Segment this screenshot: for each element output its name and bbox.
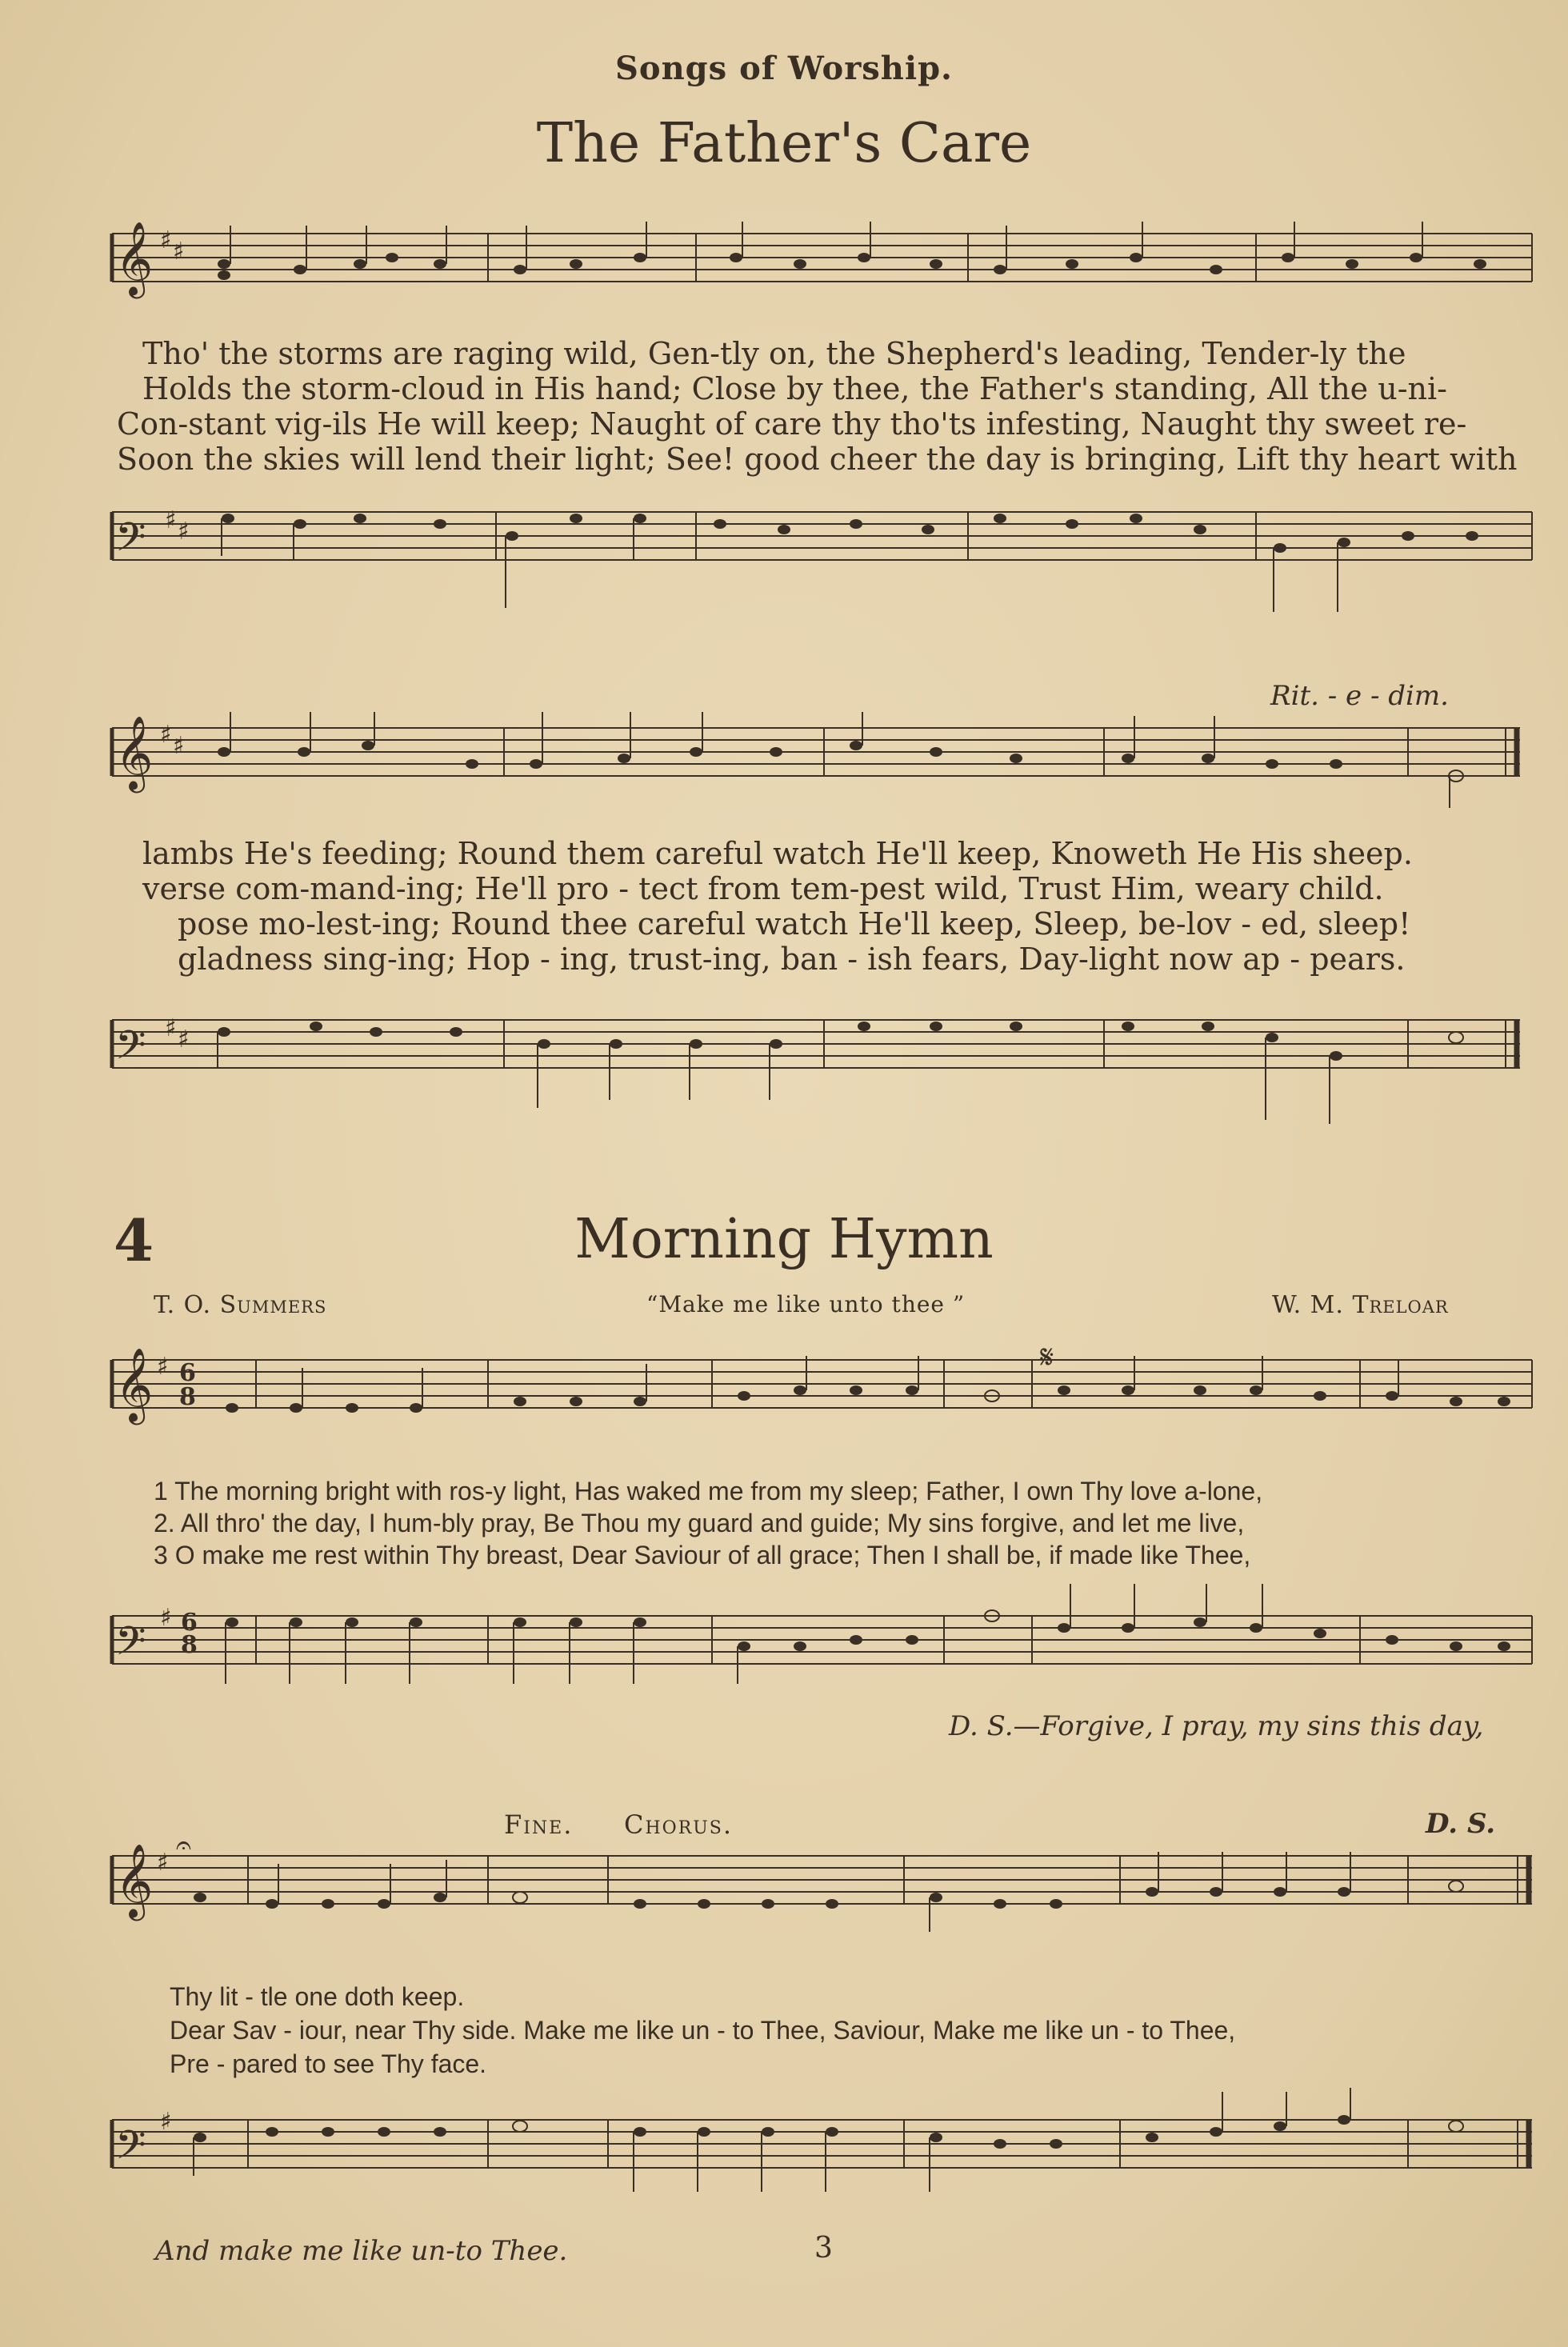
svg-text:𝄞: 𝄞 [115,715,154,790]
hymn2-system1-treble-staff [96,1336,1536,1456]
svg-text:♯: ♯ [160,1604,172,1632]
svg-text:♯: ♯ [173,732,185,760]
svg-text:♯: ♯ [160,721,172,749]
svg-text:𝄞: 𝄞 [115,1347,154,1421]
page-number: 3 [814,2232,833,2265]
svg-text:♯: ♯ [165,506,177,534]
svg-text:♯: ♯ [178,518,190,546]
hymn2-verse3-line1: 3 O make me rest within Thy breast, Dear Saviour of all grace; Then I shall be, if made like Thee, [154,1541,1251,1569]
svg-text:♯: ♯ [160,2108,172,2136]
hymn1-system2-treble-staff [96,704,1536,824]
hymn2-number: 4 [114,1206,154,1274]
svg-text:𝄢: 𝄢 [115,1022,146,1078]
svg-text:𝄞: 𝄞 [115,221,154,295]
svg-text:♯: ♯ [173,238,185,266]
hymn2-system2-treble-staff [96,1832,1536,1952]
hymn1-title: The Father's Care [536,112,1032,175]
time-signature-top: 6 [179,1359,196,1387]
svg-text:♯: ♯ [160,226,172,254]
svg-text:𝄞: 𝄞 [115,1843,154,1917]
running-head: Songs of Worship. [615,50,953,87]
hymn1-system2-bass-staff [96,980,1536,1140]
svg-text:𝄢: 𝄢 [115,2122,146,2178]
chorus-marking: Chorus. [624,1809,734,1840]
hymn1-verse3-line2: pose mo-lest-ing; Round thee careful watch He'll keep, Sleep, be-lov - ed, sleep! [178,906,1411,942]
svg-text:♯: ♯ [178,1026,190,1054]
time-signature-bottom: 8 [179,1383,196,1411]
svg-text:𝄢: 𝄢 [115,514,146,570]
svg-text:♯: ♯ [165,1014,177,1042]
lyricist-credit: W. M. Treloar [1272,1291,1449,1319]
hymn2-verse1-line2: Thy lit - tle one doth keep. [170,1982,465,2011]
svg-text:6: 6 [181,1609,198,1637]
svg-text:♯: ♯ [157,1353,169,1381]
hymn1-verse2-line1: Holds the storm-cloud in His hand; Close by thee, the Father's standing, All the u-ni- [142,371,1448,406]
hymn1-verse2-line2: verse com-mand-ing; He'll pro - tect from tem-pest wild, Trust Him, weary child. [142,871,1384,906]
closing-line: And make me like un-to Thee. [155,2235,568,2267]
svg-text:8: 8 [181,1631,198,1659]
hymn2-verse1-line1: 1 The morning bright with ros-y light, Has waked me from my sleep; Father, I own Thy love a-lone, [154,1477,1263,1505]
ritardando-marking: Rit. - e - dim. [1270,680,1449,712]
ds-marking: D. S. [1426,1808,1496,1840]
hymn2-verse3-line2: Pre - pared to see Thy face. [170,2049,487,2078]
svg-text:𝄢: 𝄢 [115,1618,146,1674]
hymn1-verse1-line1: Tho' the storms are raging wild, Gen-tly on, the Shepherd's leading, Tender-ly the [142,336,1406,371]
hymn2-verse2-line2: Dear Sav - iour, near Thy side. Make me like un - to Thee, Saviour, Make me like un - to Thee, [170,2016,1236,2045]
svg-text:𝄐: 𝄐 [176,1832,191,1861]
svg-text:𝄋: 𝄋 [1040,1339,1054,1376]
hymn2-system2-bass-staff [96,2072,1536,2232]
hymn1-verse4-line2: gladness sing-ing; Hop - ing, trust-ing, ban - ish fears, Day-light now ap - pears. [178,942,1406,977]
hymn2-title: Morning Hymn [574,1208,994,1271]
svg-text:♯: ♯ [157,1849,169,1877]
hymn1-system1-bass-staff [96,480,1536,624]
ds-line: D. S.—Forgive, I pray, my sins this day, [949,1710,1484,1742]
hymn1-system1-treble-staff [96,210,1536,314]
hymn1-verse1-line2: lambs He's feeding; Round them careful watch He'll keep, Knoweth He His sheep. [142,836,1413,871]
fine-marking: Fine. [504,1809,574,1840]
hymn2-verse2-line1: 2. All thro' the day, I hum-bly pray, Be Thou my guard and guide; My sins forgive, and let me live, [154,1509,1245,1537]
hymn1-verse4-line1: Soon the skies will lend their light; See! good cheer the day is bringing, Lift thy heart with [117,442,1518,477]
hymn1-verse3-line1: Con-stant vig-ils He will keep; Naught of care thy tho'ts infesting, Naught thy sweet re- [117,406,1467,442]
composer-credit: T. O. Summers [154,1291,327,1319]
epigraph: “Make me like unto thee ” [646,1291,966,1317]
